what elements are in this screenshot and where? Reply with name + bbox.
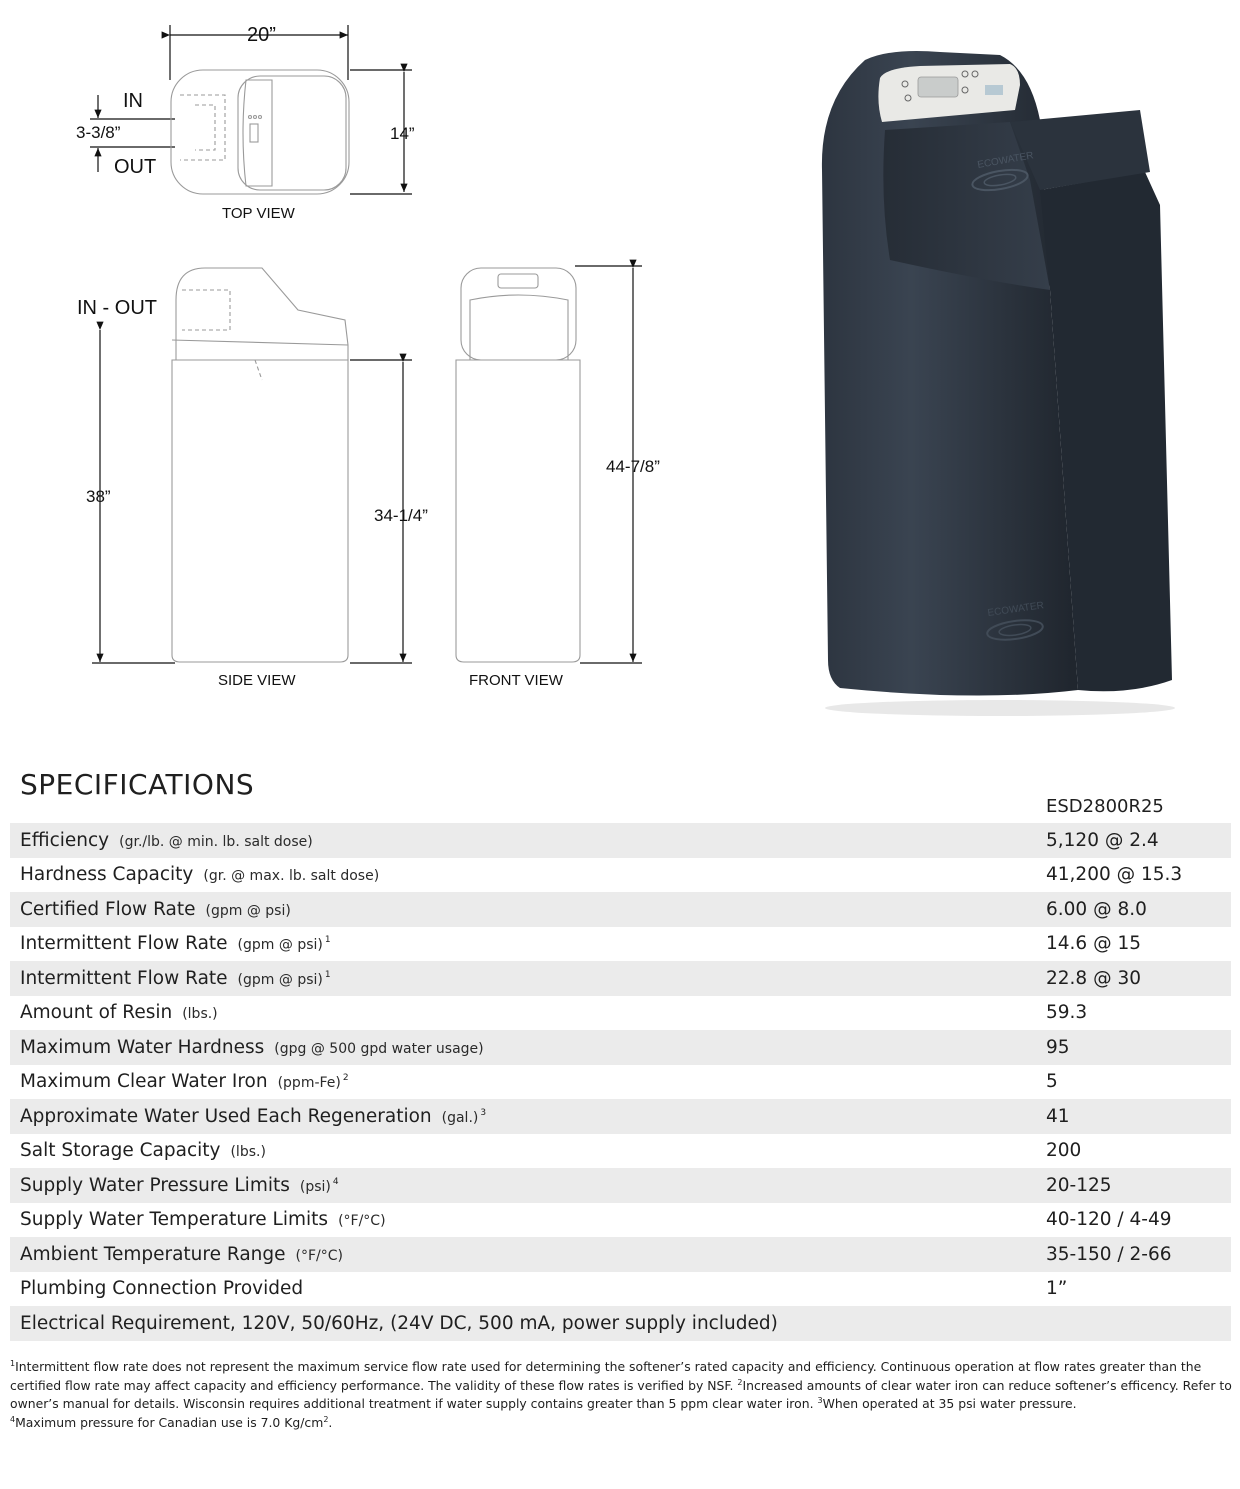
- spec-unit: (gal.): [441, 1109, 479, 1126]
- side-height-dimension: 38”: [86, 487, 111, 506]
- spec-label: [20, 1209, 386, 1230]
- spec-label-text: Certified Flow Rate: [20, 898, 196, 920]
- spec-label: [20, 899, 291, 920]
- spec-value: 6.00 @ 8.0: [1046, 898, 1147, 920]
- spec-row: [10, 1237, 1231, 1272]
- spec-label-text: Approximate Water Used Each Regeneration: [20, 1105, 432, 1127]
- in-label: IN: [123, 90, 143, 112]
- spec-unit: (ppm-Fe): [277, 1075, 341, 1092]
- spec-label: [20, 830, 313, 851]
- spec-value: 200: [1046, 1140, 1082, 1162]
- spec-value: 41: [1046, 1105, 1070, 1127]
- spec-unit: (gpm @ psi): [237, 937, 323, 954]
- brand-logo-top: ECOWATER: [976, 150, 1035, 171]
- spec-value: 95: [1046, 1036, 1070, 1058]
- spec-row: [10, 1065, 1231, 1100]
- spec-unit: (gr./lb. @ min. lb. salt dose): [119, 833, 313, 850]
- spec-label-text: Maximum Clear Water Iron: [20, 1071, 268, 1093]
- spec-label: [20, 1244, 343, 1265]
- spec-label: [20, 1037, 484, 1058]
- depth-dimension: 14”: [390, 124, 415, 143]
- in-out-label: IN - OUT: [77, 297, 157, 319]
- spec-row: [10, 996, 1231, 1031]
- product-image: [800, 40, 1190, 720]
- spec-row: [10, 823, 1231, 858]
- body-height-dimension: 34-1/4”: [374, 506, 428, 525]
- spec-footnote-ref: 3: [480, 1107, 487, 1118]
- spec-unit: (°F/°C): [338, 1213, 386, 1230]
- spec-unit: (gpg @ 500 gpd water usage): [274, 1040, 484, 1057]
- footnote-4: Maximum pressure for Canadian use is 7.0 Kg/cm: [15, 1415, 324, 1431]
- spec-label-text: Plumbing Connection Provided: [20, 1278, 304, 1300]
- spec-unit: (gpm @ psi): [205, 902, 291, 919]
- spec-unit: (°F/°C): [295, 1247, 343, 1264]
- dimension-lines: [0, 0, 720, 720]
- spec-value: 20-125: [1046, 1174, 1112, 1196]
- spec-label-text: Amount of Resin: [20, 1002, 173, 1024]
- out-label: OUT: [114, 156, 157, 178]
- water-softener-illustration: [800, 40, 1190, 720]
- side-view-label: SIDE VIEW: [218, 672, 296, 689]
- footnote-1: Intermittent flow rate does not represent the maximum service flow rate used for determining the softener’s rated capacity and efficiency. Continuous operation at flow rates greater than the certified flow rate may affect capacity and efficiency performance. The validity of these flow rates is verified by NSF.: [10, 1359, 1202, 1393]
- spec-footnote-ref: 1: [324, 935, 331, 946]
- inlet-offset-dimension: 3-3/8”: [76, 123, 121, 142]
- spec-value: 5,120 @ 2.4: [1046, 829, 1159, 851]
- dimension-drawings: [0, 0, 720, 720]
- spec-unit: (psi): [299, 1178, 331, 1195]
- spec-footnote-ref: 4: [332, 1176, 339, 1187]
- spec-row: [10, 1168, 1231, 1203]
- brand-logo-bottom: ECOWATER: [986, 600, 1045, 619]
- spec-label-text: Electrical Requirement, 120V, 50/60Hz, (24V DC, 500 mA, power supply included): [20, 1312, 778, 1334]
- width-dimension: 20”: [247, 24, 276, 46]
- spec-label: [20, 968, 331, 989]
- spec-label: [20, 1140, 266, 1161]
- spec-row: [10, 1030, 1231, 1065]
- spec-label-text: Efficiency: [20, 829, 110, 851]
- spec-unit: (gpm @ psi): [237, 971, 323, 988]
- specifications-title: SPECIFICATIONS: [20, 768, 255, 801]
- spec-unit: (lbs.): [230, 1144, 266, 1161]
- spec-label-text: Salt Storage Capacity: [20, 1140, 221, 1162]
- spec-unit: (gr. @ max. lb. salt dose): [203, 868, 380, 885]
- spec-row: [10, 961, 1231, 996]
- spec-unit: (lbs.): [182, 1006, 218, 1023]
- footnote-4-end: .: [328, 1415, 333, 1431]
- front-view-label: FRONT VIEW: [469, 672, 563, 689]
- model-number: ESD2800R25: [1046, 796, 1164, 817]
- spec-footnote-ref: 2: [342, 1073, 349, 1084]
- spec-label-text: Hardness Capacity: [20, 864, 194, 886]
- spec-row: [10, 1134, 1231, 1169]
- specifications-table: [10, 823, 1231, 1341]
- front-height-dimension: 44-7/8”: [606, 457, 660, 476]
- top-view-label: TOP VIEW: [222, 205, 295, 222]
- spec-value: 35-150 / 2-66: [1046, 1243, 1172, 1265]
- spec-value: 22.8 @ 30: [1046, 967, 1141, 989]
- spec-label: [20, 1071, 349, 1092]
- spec-label-text: Supply Water Temperature Limits: [20, 1209, 329, 1231]
- spec-label: [20, 1278, 303, 1299]
- spec-label-text: Intermittent Flow Rate: [20, 933, 228, 955]
- spec-value: 59.3: [1046, 1002, 1088, 1024]
- spec-row: [10, 1306, 1231, 1341]
- spec-row: [10, 858, 1231, 893]
- spec-label-text: Supply Water Pressure Limits: [20, 1174, 290, 1196]
- spec-row: [10, 1099, 1231, 1134]
- footnote-2: Increased amounts of clear water iron can reduce softener’s efficency. Refer to owner’s manual for details. Wisconsin requires additional treatment if water supply contains greater than 5 ppm clear water iron.: [10, 1377, 1232, 1412]
- spec-row: [10, 1203, 1231, 1238]
- spec-value: 14.6 @ 15: [1046, 933, 1141, 955]
- spec-label: [20, 1313, 778, 1334]
- spec-footnote-ref: 1: [324, 969, 331, 980]
- spec-row: [10, 1272, 1231, 1307]
- spec-value: 1”: [1046, 1278, 1068, 1300]
- spec-label-text: Intermittent Flow Rate: [20, 967, 228, 989]
- spec-label: [20, 1106, 486, 1127]
- spec-label-text: Maximum Water Hardness: [20, 1036, 265, 1058]
- spec-label: [20, 933, 331, 954]
- spec-label-text: Ambient Temperature Range: [20, 1243, 286, 1265]
- footnote-3: When operated at 35 psi water pressure.: [822, 1396, 1077, 1412]
- spec-row: [10, 927, 1231, 962]
- footnotes: $^1$Intermittent flow rate does not represent the maximum service flow rate used for determining the softener’s rated capacity and efficiency. Continuous operation at flow rates greater than the certified flow rate may affect capacity and efficiency performance. The validity of these flow rates is verified by NSF. $^2$Increased amounts of clear water iron can reduce softener’s efficency. Refer to owner’s manual for details. Wisconsin requires additional treatment if water supply contains greater than 5 ppm clear water iron. $^3$When operated at 35 psi water pressure. $^4$Maximum pressure for Canadian use is 7.0 $Kg/cm^2$.: [10, 1359, 1232, 1431]
- footnote-4-superscript: 2: [323, 1415, 329, 1425]
- spec-value: 40-120 / 4-49: [1046, 1209, 1172, 1231]
- spec-value: 41,200 @ 15.3: [1046, 864, 1183, 886]
- spec-label: [20, 1002, 218, 1023]
- spec-row: [10, 892, 1231, 927]
- spec-label: [20, 864, 379, 885]
- spec-label: [20, 1175, 339, 1196]
- spec-value: 5: [1046, 1071, 1058, 1093]
